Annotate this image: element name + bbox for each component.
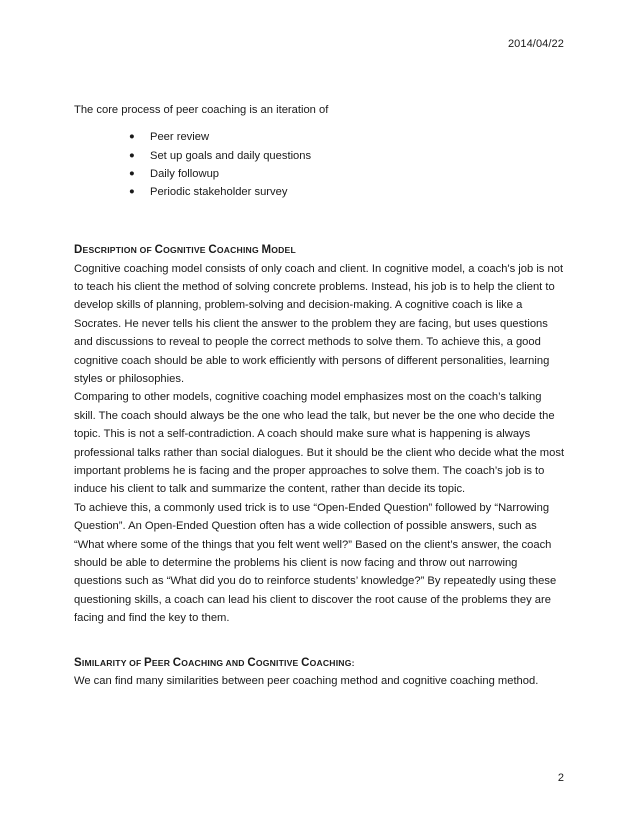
paragraph: We can find many similarities between peer coaching method and cognitive coaching method. xyxy=(74,675,539,688)
intro-text: The core process of peer coaching is an iteration of xyxy=(74,104,329,116)
list-item xyxy=(129,165,566,183)
bullet-icon: ● xyxy=(129,149,135,161)
page-number: 2 xyxy=(557,772,564,784)
paragraph: To achieve this, a commonly used trick is to use “Open-Ended Question” followed by “Narrowing Question”. An Open-Ended Question often has a wide collection of possible answers, such as “What where some of the things that you felt went well?” Based on the client’s answer, the coach should be able to determine the problems his client is now facing and throw out narrowing questions such as “What did you do to reinforce students’ knowledge?” By repeatedly using these questioning skills, a coach can lead his client to discover the root cause of the problems they are facing and find the key to them. xyxy=(74,501,557,625)
list-item-text: Periodic stakeholder survey xyxy=(150,185,288,198)
paragraph: Comparing to other models, cognitive coaching model emphasizes most on the coach’s talking skill. The coach should always be the one who lead the talk, but never be the one who decide the topic. This is not a self-contradiction. A coach should make sure what is happening is always professional talks rather than social dialogues. But it should be the client who decide what the most important problems he is facing and the proper approaches to solve them. The coach’s job is to induce his client to talk and summarize the content, rather than decide its topic. xyxy=(74,391,565,496)
page-content xyxy=(74,101,566,691)
bullet-icon: ● xyxy=(129,131,135,143)
header-date: 2014/04/22 xyxy=(507,38,564,50)
list-item-text: Set up goals and daily questions xyxy=(150,149,312,162)
list-item-text: Peer review xyxy=(150,131,210,144)
list-item xyxy=(129,183,566,201)
bullet-list xyxy=(74,128,566,201)
bullet-icon: ● xyxy=(129,185,135,197)
section-heading-cognitive-coaching-model: DESCRIPTION OF COGNITIVE COACHING MODEL xyxy=(74,244,296,257)
list-item xyxy=(129,128,566,146)
paragraph: Cognitive coaching model consists of only coach and client. In cognitive model, a coach's job is not to teach his client the method of solving concrete problems. Instead, his job is to help the client to develop skills of planning, problem-solving and decision-making. A cognitive coach is like a Socrates. He never tells his client the answer to the problem they are facing, but uses questions and discussions to reveal to people the correct methods to solve them. To achieve this, a good cognitive coach should be able to work efficiently with persons of different personalities, learning styles or philosophies. xyxy=(74,262,564,385)
list-item-text: Daily followup xyxy=(150,167,220,180)
section-heading-similarity: SIMILARITY OF PEER COACHING AND COGNITIVE COACHING: xyxy=(74,656,355,669)
list-item xyxy=(129,147,566,165)
bullet-icon: ● xyxy=(129,167,135,179)
